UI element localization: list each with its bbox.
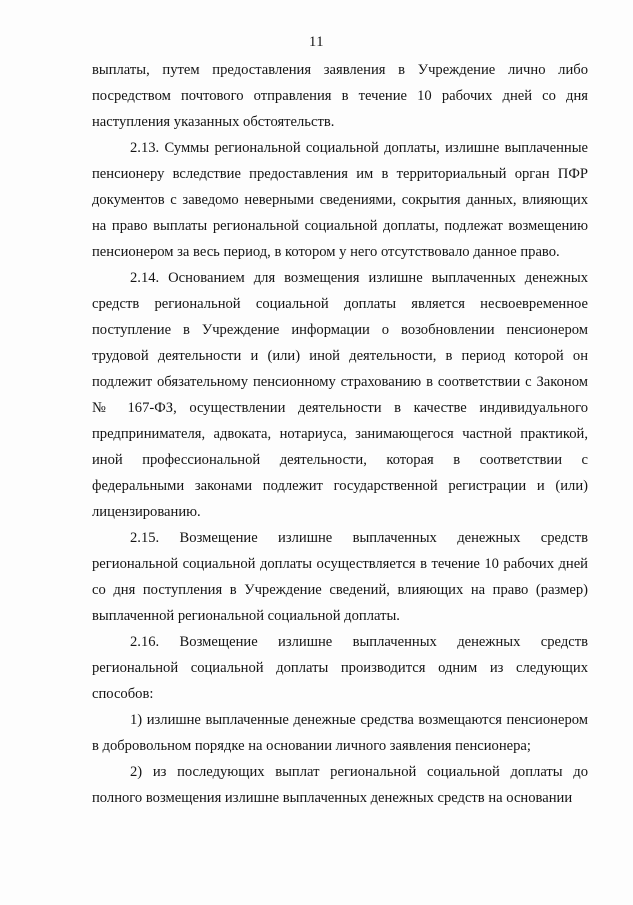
list-item-2: 2) из последующих выплат региональной социальной доплаты до полного возмещения излишне выплаченных денежных средств на основании <box>92 764 588 806</box>
paragraph-2-14: 2.14. Основанием для возмещения излишне выплаченных денежных средств региональной социальной доплаты является несвоевременное поступление в Учреждение информации о возобновлении пенсионером трудовой деятельности и (или) иной деятельности, в период которой он подлежит обязательному пенсионному страхованию в соответствии с Законом № 167-ФЗ, осуществлении деятельности в качестве индивидуального предпринимателя, адвоката, нотариуса, занимающегося частной практикой, иной профессиональной деятельности, которая в соответствии с федеральными законами подлежит государственной регистрации и (или) лицензированию. <box>92 270 588 520</box>
paragraph-2-16: 2.16. Возмещение излишне выплаченных денежных средств региональной социальной доплаты производится одним из следующих способов: <box>92 634 588 702</box>
paragraph-2-15: 2.15. Возмещение излишне выплаченных денежных средств региональной социальной доплаты осуществляется в течение 10 рабочих дней со дня поступления в Учреждение сведений, влияющих на право (размер) выплаченной региональной социальной доплаты. <box>92 530 588 624</box>
list-item-1: 1) излишне выплаченные денежные средства возмещаются пенсионером в добровольном порядке на основании личного заявления пенсионера; <box>92 712 588 754</box>
document-body <box>92 57 588 811</box>
paragraph-continuation: выплаты, путем предоставления заявления в Учреждение лично либо посредством почтового отправления в течение 10 рабочих дней со дня наступления указанных обстоятельств. <box>92 62 588 130</box>
page-number: 11 <box>309 34 324 50</box>
paragraph-2-13: 2.13. Суммы региональной социальной доплаты, излишне выплаченные пенсионеру вследствие предоставления им в территориальный орган ПФР документов с заведомо неверными сведениями, сокрытия данных, влияющих на право выплаты региональной социальной доплаты, подлежат возмещению пенсионером за весь период, в котором у него отсутствовало данное право. <box>92 140 588 260</box>
